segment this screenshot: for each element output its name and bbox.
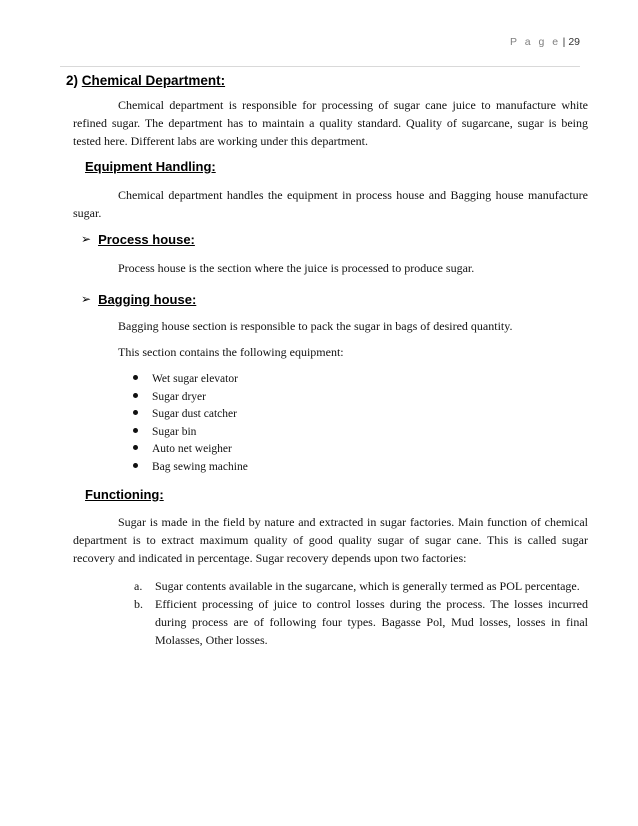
bagging-house-text: Bagging house section is responsible to pack the sugar in bags of desired quantity.: [118, 319, 513, 333]
process-house-heading: [81, 232, 195, 247]
section-heading: [66, 73, 225, 88]
process-house-text: Process house is the section where the juice is processed to produce sugar.: [118, 261, 475, 275]
arrow-bullet-icon: ➢: [81, 292, 92, 306]
item-text: Sugar contents available in the sugarcane, which is generally termed as POL percentage.: [155, 579, 580, 593]
list-item: Bag sewing machine: [133, 459, 248, 477]
list-item: [134, 577, 588, 595]
functioning-heading: Functioning:: [85, 487, 164, 502]
equipment-heading: Equipment Handling:: [85, 159, 216, 174]
bullet-dot-icon: [133, 463, 138, 468]
list-item: [134, 595, 588, 649]
list-item: Sugar dust catcher: [133, 406, 248, 424]
list-item: Auto net weigher: [133, 441, 248, 459]
functioning-text: Sugar is made in the field by nature and extracted in sugar factories. Main function of chemical department is to extract maximum quality of good quality sugar of sugar cane. This is called sugar recovery and indicated in percentage. Sugar recovery depends upon two factories:: [73, 515, 588, 565]
bagging-house-intro-list: This section contains the following equipment:: [118, 345, 344, 359]
section-intro: Chemical department is responsible for processing of sugar cane juice to manufacture white refined sugar. The department has to maintain a quality standard. Quality of sugarcane, sugar is being tested here. Different labs are working under this department.: [73, 98, 588, 148]
item-text: Efficient processing of juice to control losses during the process. The losses incurred during process are of following four types. Bagasse Pol, Mud losses, losses in final Molasses, Other losses.: [155, 597, 588, 647]
bagging-house-title: Bagging house:: [98, 292, 197, 307]
bullet-dot-icon: [133, 445, 138, 450]
header-divider: [60, 66, 580, 67]
bullet-dot-icon: [133, 428, 138, 433]
bullet-dot-icon: [133, 375, 138, 380]
page-number: 29: [568, 36, 580, 48]
page-separator: |: [562, 36, 566, 48]
bagging-house-heading: [81, 292, 196, 307]
page-label: P a g e: [509, 36, 561, 48]
page-header: [60, 36, 580, 48]
list-item: Wet sugar elevator: [133, 371, 248, 389]
list-item: Sugar dryer: [133, 389, 248, 407]
section-number: 2): [66, 73, 79, 88]
arrow-bullet-icon: ➢: [81, 232, 92, 246]
list-item: Sugar bin: [133, 424, 248, 442]
equipment-list: [133, 371, 248, 476]
bullet-dot-icon: [133, 393, 138, 398]
factors-list: [134, 577, 588, 649]
section-title: Chemical Department:: [81, 73, 226, 88]
item-label: a.: [134, 579, 143, 593]
equipment-text: Chemical department handles the equipment in process house and Bagging house manufacture sugar.: [73, 188, 588, 220]
process-house-title: Process house:: [98, 232, 195, 247]
item-label: b.: [134, 597, 143, 611]
bullet-dot-icon: [133, 410, 138, 415]
